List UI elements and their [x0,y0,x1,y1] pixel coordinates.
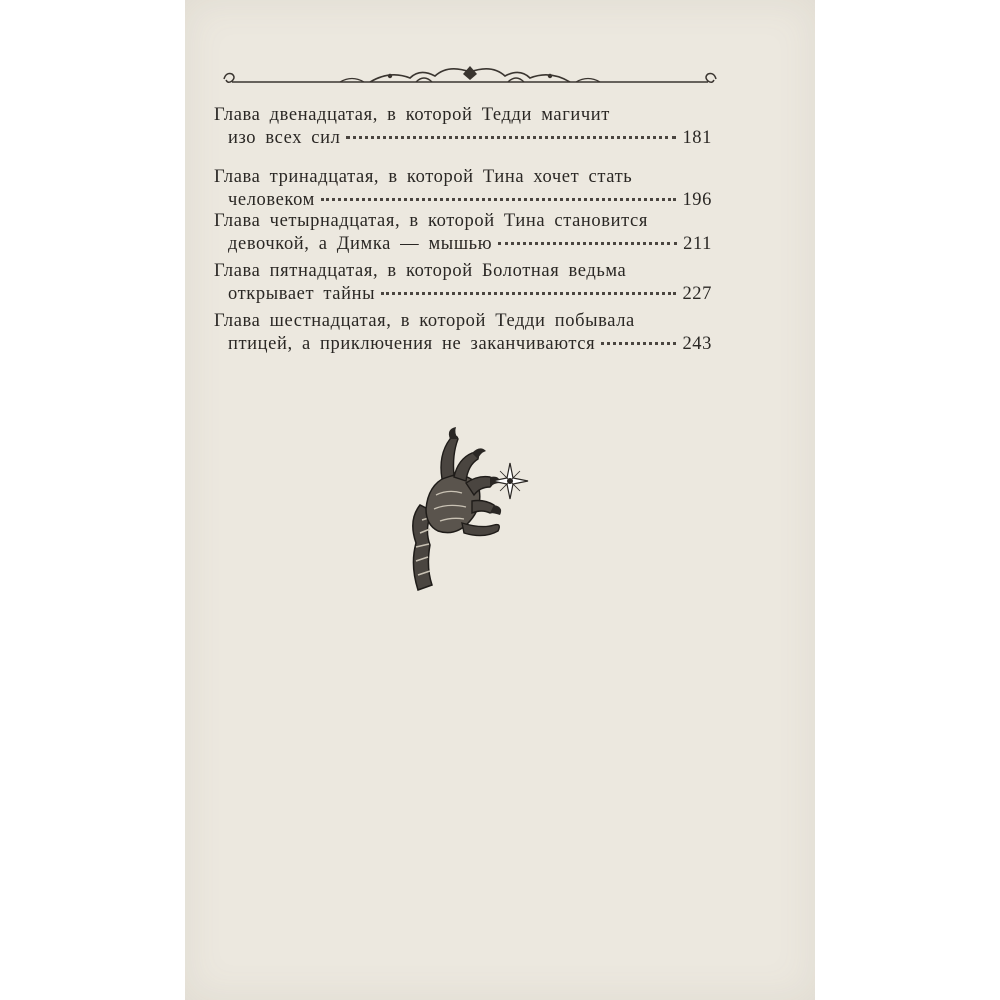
page-number: 196 [682,190,712,210]
chapter-title-continuation-row [214,282,712,306]
toc-entry[interactable] [214,210,712,256]
page-number: 227 [682,284,712,304]
chapter-title-continuation-row [214,332,712,356]
toc-entry[interactable] [214,310,712,356]
chapter-title-continuation-row [214,188,712,212]
decorative-divider-icon [220,62,720,96]
chapter-title-continuation: птицей, а приключения не заканчиваются [228,334,596,354]
toc-entry[interactable] [214,104,712,150]
chapter-title-continuation: человеком [228,190,315,210]
dot-leader [321,198,677,201]
chapter-title: Глава шестнадцатая, в которой Тедди побывала [214,311,635,331]
chapter-title-continuation: открывает тайны [228,284,376,304]
page-number: 211 [683,234,712,254]
dot-leader [381,292,676,295]
dot-leader [601,342,676,345]
page-number: 181 [682,128,712,148]
claw-holding-star-icon [398,425,538,595]
chapter-title: Глава пятнадцатая, в которой Болотная ведьма [214,261,627,281]
chapter-title: Глава четырнадцатая, в которой Тина становится [214,211,648,231]
chapter-title-continuation: изо всех сил [228,128,341,148]
dot-leader [498,242,677,245]
chapter-title: Глава двенадцатая, в которой Тедди магичит [214,105,610,125]
chapter-title: Глава тринадцатая, в которой Тина хочет стать [214,167,633,187]
chapter-title-continuation-row [214,232,712,256]
toc-entry[interactable] [214,166,712,212]
chapter-title-continuation-row [214,126,712,150]
toc-entry[interactable] [214,260,712,306]
dot-leader [346,136,676,139]
chapter-title-continuation: девочкой, а Димка — мышью [228,234,493,254]
page-number: 243 [682,334,712,354]
